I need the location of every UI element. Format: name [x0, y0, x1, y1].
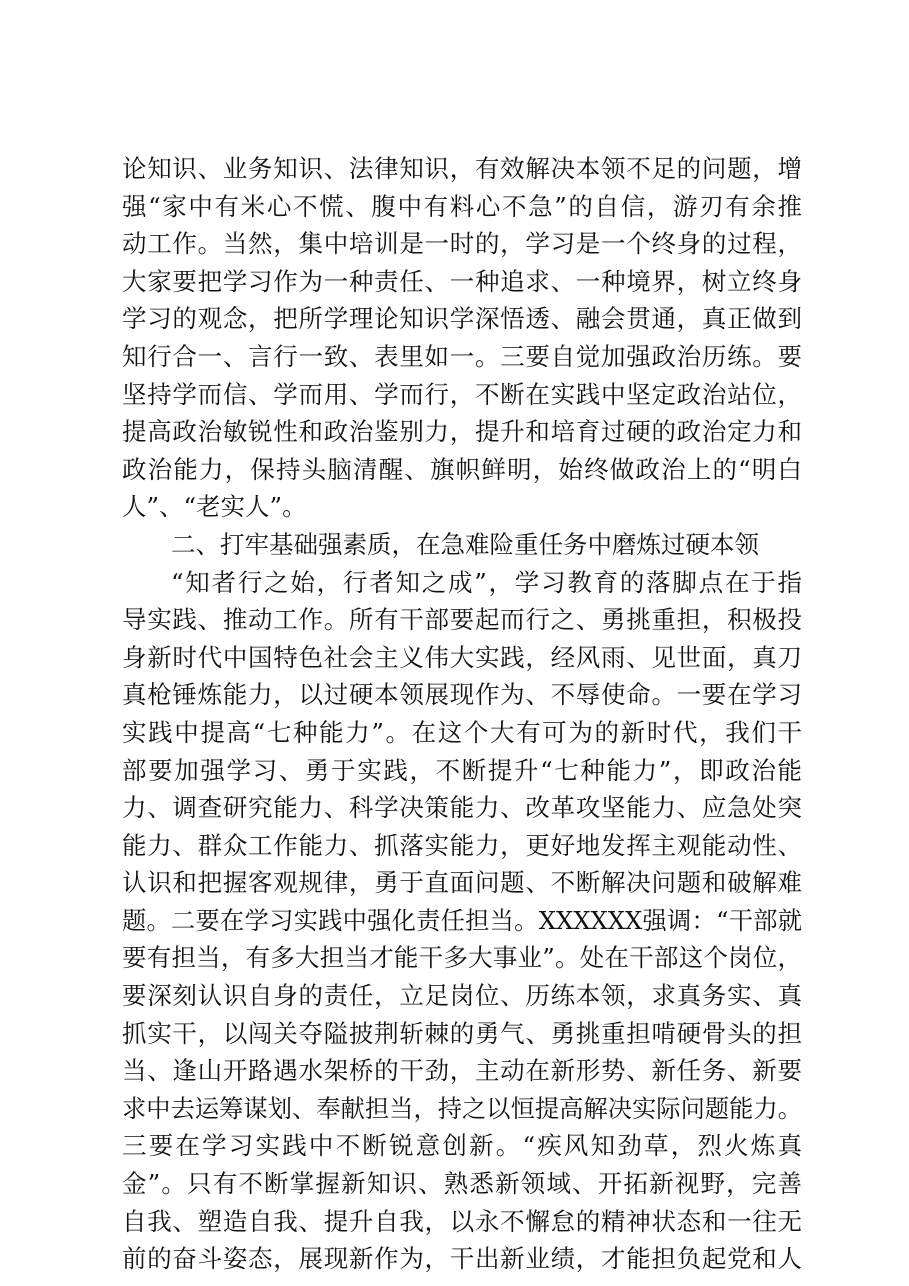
text-line-17: 部要加强学习、勇于实践，不断提升“七种能力”，即政治能	[122, 755, 802, 785]
text-line-16: 实践中提高“七种能力”。在这个大有可为的新时代，我们干	[122, 717, 802, 747]
text-line-29: 自我、塑造自我、提升自我，以永不懈怠的精神状态和一往无	[122, 1206, 802, 1236]
text-line-18: 力、调查研究能力、科学决策能力、改革攻坚能力、应急处突	[122, 793, 802, 823]
text-line-23: 要深刻认识自身的责任，立足岗位、历练本领，求真务实、真	[122, 981, 802, 1011]
text-line-8: 提高政治敏锐性和政治鉴别力，提升和培育过硬的政治定力和	[122, 417, 802, 447]
section-heading: 二、打牢基础强素质，在急难险重任务中磨炼过硬本领	[171, 529, 759, 559]
text-line-12: “知者行之始，行者知之成”，学习教育的落脚点在于指	[171, 567, 802, 597]
text-line-25: 当、逢山开路遇水架桥的干劲，主动在新形势、新任务、新要	[122, 1056, 802, 1086]
text-line-20: 认识和把握客观规律，勇于直面问题、不断解决问题和破解难	[122, 868, 802, 898]
text-line-24: 抓实干，以闯关夺隘披荆斩棘的勇气、勇挑重担啃硬骨头的担	[122, 1018, 802, 1048]
text-line-1: 论知识、业务知识、法律知识，有效解决本领不足的问题，增	[122, 154, 802, 183]
text-line-28: 金”。只有不断掌握新知识、熟悉新领域、开拓新视野，完善	[122, 1169, 802, 1199]
text-line-13: 导实践、推动工作。所有干部要起而行之、勇挑重担，积极投	[122, 605, 802, 635]
body-text	[122, 150, 802, 1278]
text-line-27: 三要在学习实践中不断锐意创新。“疾风知劲草，烈火炼真	[122, 1131, 802, 1161]
text-line-21: 题。二要在学习实践中强化责任担当。XXXXXX强调：“干部就	[122, 905, 802, 935]
text-line-15: 真枪锤炼能力，以过硬本领展现作为、不辱使命。一要在学习	[122, 680, 802, 710]
text-line-26: 求中去运筹谋划、奉献担当，持之以恒提高解决实际问题能力。	[122, 1093, 802, 1123]
text-line-9: 政治能力，保持头脑清醒、旗帜鲜明，始终做政治上的“明白	[122, 454, 802, 484]
text-line-2: 强“家中有米心不慌、腹中有料心不急”的自信，游刃有余推	[122, 191, 802, 221]
text-line-30: 前的奋斗姿态，展现新作为，干出新业绩，才能担负起党和人	[122, 1244, 802, 1274]
text-line-3: 动工作。当然，集中培训是一时的，学习是一个终身的过程，	[122, 229, 802, 259]
text-line-5: 学习的观念，把所学理论知识学深悟透、融会贯通，真正做到	[122, 304, 802, 334]
text-line-4: 大家要把学习作为一种责任、一种追求、一种境界，树立终身	[122, 266, 802, 296]
text-line-14: 身新时代中国特色社会主义伟大实践，经风雨、见世面，真刀	[122, 642, 802, 672]
text-line-19: 能力、群众工作能力、抓落实能力，更好地发挥主观能动性、	[122, 830, 802, 860]
text-line-7: 坚持学而信、学而用、学而行，不断在实践中坚定政治站位，	[122, 379, 802, 409]
text-line-6: 知行合一、言行一致、表里如一。三要自觉加强政治历练。要	[122, 341, 802, 371]
text-line-22: 要有担当，有多大担当才能干多大事业”。处在干部这个岗位，	[122, 943, 802, 973]
text-line-10: 人”、“老实人”。	[122, 492, 307, 522]
